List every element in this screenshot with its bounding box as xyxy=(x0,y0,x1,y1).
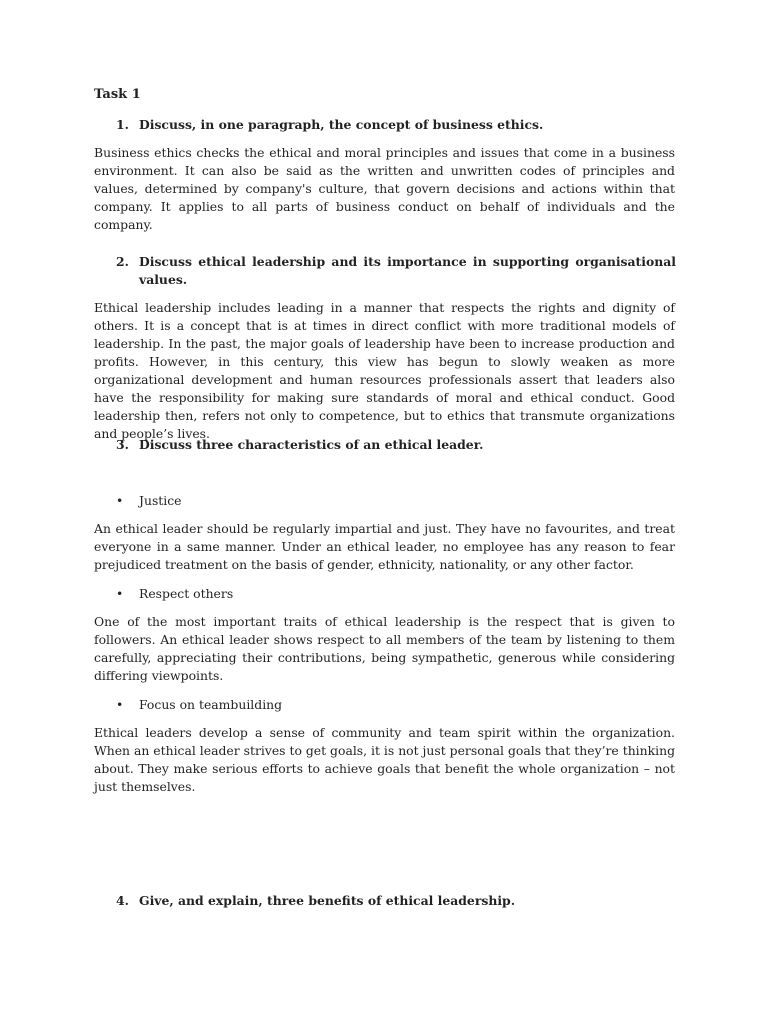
bullet-item-focus-on-teambuilding xyxy=(116,696,282,714)
question-text: Give, and explain, three benefits of ethical leadership. xyxy=(139,893,516,908)
paragraph-focus-on-teambuilding: Ethical leaders develop a sense of community and team spirit within the organization. When an ethical leader strives to get goals, it is not just personal goals that they’re thinking about. They make serious efforts to achieve goals that benefit the whole organization – not just themselves. xyxy=(94,725,675,794)
bullet-label: Focus on teambuilding xyxy=(139,697,283,712)
bullet-item-respect-others xyxy=(116,585,233,603)
question-text: Discuss ethical leadership and its importance in supporting organisational values. xyxy=(139,254,676,287)
paragraph-ethical-leadership: Ethical leadership includes leading in a manner that respects the rights and dignity of others. It is a concept that is at times in direct conflict with more traditional models of leadership. In the past, the major goals of leadership have been to increase production and profits. However, in this century, this view has begun to slowly weaken as more organizational development and human resources professionals assert that leaders also have the responsibility for making sure standards of moral and ethical conduct. Good leadership then, refers not only to competence, but to ethics that transmute organizations and people’s lives. xyxy=(94,300,675,441)
question-4 xyxy=(116,892,676,910)
bullet-icon: • xyxy=(116,493,124,508)
paragraph-business-ethics: Business ethics checks the ethical and moral principles and issues that come in a business environment. It can also be said as the written and unwritten codes of principles and values, determined by company's culture, that govern decisions and actions within that company. It applies to all parts of business conduct on behalf of individuals and the company. xyxy=(94,145,675,232)
question-text: Discuss three characteristics of an ethical leader. xyxy=(139,437,484,452)
question-1 xyxy=(116,116,676,134)
question-text: Discuss, in one paragraph, the concept of business ethics. xyxy=(139,117,544,132)
question-3 xyxy=(116,436,676,454)
bullet-label: Justice xyxy=(139,493,182,508)
question-number: 4. xyxy=(116,893,129,908)
question-number: 1. xyxy=(116,117,129,132)
question-number: 2. xyxy=(116,254,129,269)
paragraph-respect-others: One of the most important traits of ethical leadership is the respect that is given to followers. An ethical leader shows respect to all members of the team by listening to them carefully, appreciating their contributions, being sympathetic, generous while considering differing viewpoints. xyxy=(94,614,675,683)
bullet-item-justice xyxy=(116,492,182,510)
question-number: 3. xyxy=(116,437,129,452)
bullet-icon: • xyxy=(116,586,124,601)
bullet-icon: • xyxy=(116,697,124,712)
question-2 xyxy=(116,253,676,289)
bullet-label: Respect others xyxy=(139,586,234,601)
paragraph-justice: An ethical leader should be regularly impartial and just. They have no favourites, and treat everyone in a same manner. Under an ethical leader, no employee has any reason to fear prejudiced treatment on the basis of gender, ethnicity, nationality, or any other factor. xyxy=(94,521,675,572)
task-title: Task 1 xyxy=(94,87,141,102)
